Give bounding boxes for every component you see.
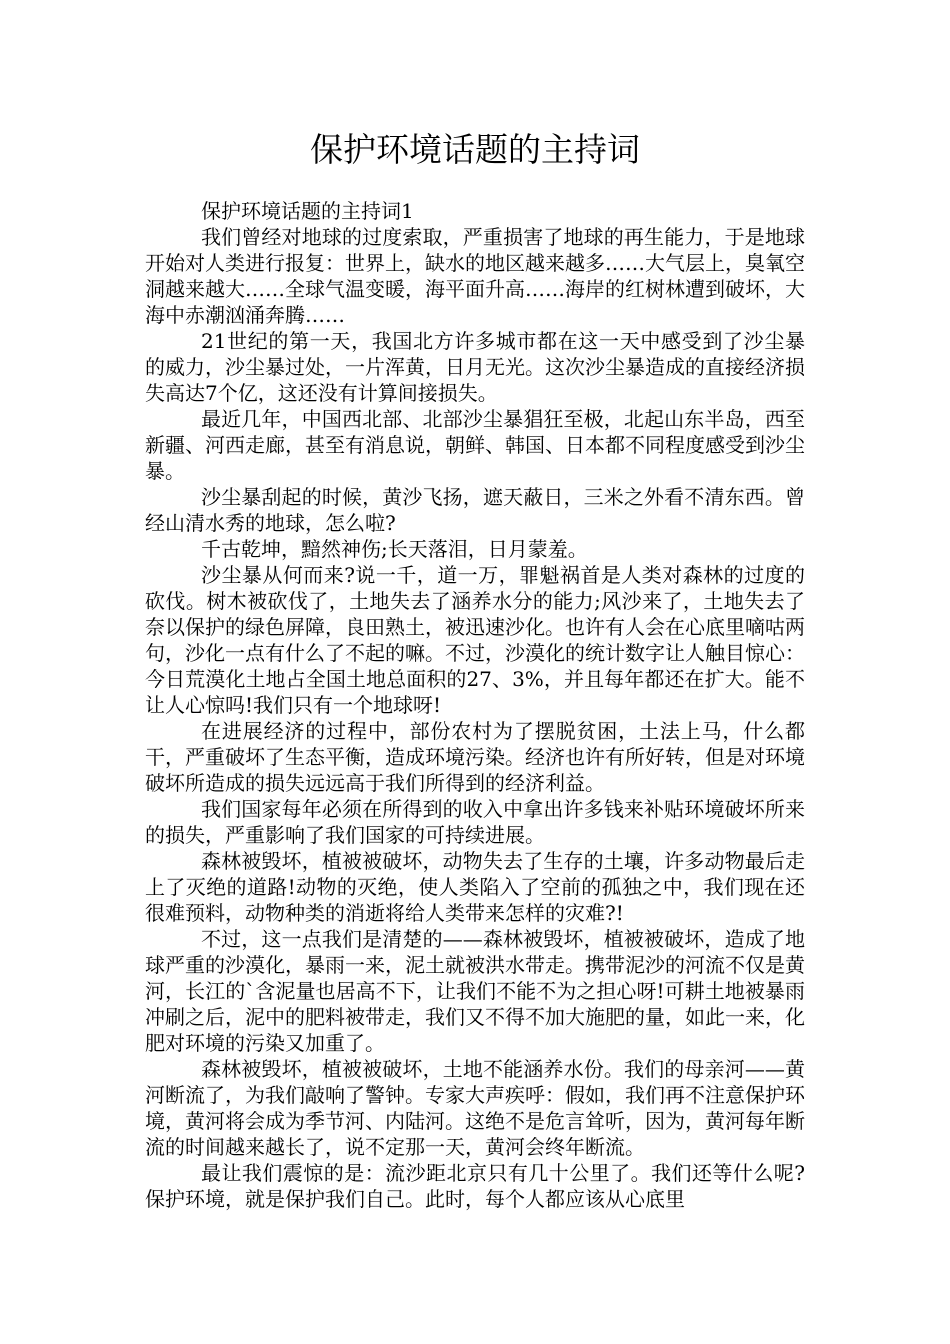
paragraph: 森林被毁坏，植被被破坏，动物失去了生存的土壤，许多动物最后走上了灭绝的道路!动物的灭绝，使人类陷入了空前的孤独之中，我们现在还很难预料，动物种类的消逝将给人类带来怎样的灾难?! — [145, 849, 805, 925]
paragraph: 森林被毁坏，植被被破坏，土地不能涵养水份。我们的母亲河——黄河断流了，为我们敲响了警钟。专家大声疾呼：假如，我们再不注意保护环境，黄河将会成为季节河、内陆河。这绝不是危言耸听，因为，黄河每年断流的时间越来越长了，说不定那一天，黄河会终年断流。 — [145, 1057, 805, 1159]
document-body — [145, 198, 805, 1212]
paragraph: 千古乾坤，黯然神伤;长天落泪，日月蒙羞。 — [201, 537, 588, 561]
paragraph: 最近几年，中国西北部、北部沙尘暴猖狂至极，北起山东半岛，西至新疆、河西走廊，甚至有消息说，朝鲜、韩国、日本都不同程度感受到沙尘暴。 — [145, 407, 805, 483]
paragraph: 21世纪的第一天，我国北方许多城市都在这一天中感受到了沙尘暴的威力，沙尘暴过处，一片浑黄，日月无光。这次沙尘暴造成的直接经济损失高达7个亿，这还没有计算间接损失。 — [145, 329, 805, 405]
paragraph: 不过，这一点我们是清楚的——森林被毁坏，植被被破坏，造成了地球严重的沙漠化，暴雨一来，泥土就被洪水带走。携带泥沙的河流不仅是黄河，长江的`含泥量也居高不下，让我们不能不为之担心呀!可耕土地被暴雨冲刷之后，泥中的肥料被带走，我们又不得不加大施肥的量，如此一来，化肥对环境的污染又加重了。 — [145, 927, 805, 1055]
document-title: 保护环境话题的主持词 — [310, 130, 640, 169]
paragraph: 沙尘暴从何而来?说一千，道一万，罪魁祸首是人类对森林的过度的砍伐。树木被砍伐了，土地失去了涵养水分的能力;风沙来了，土地失去了奈以保护的绿色屏障，良田熟土，被迅速沙化。也许有人会在心底里嘀咕两句，沙化一点有什么了不起的嘛。不过，沙漠化的统计数字让人触目惊心：今日荒漠化土地占全国土地总面积的27、3%，并且每年都还在扩大。能不让人心惊吗!我们只有一个地球呀! — [145, 563, 805, 717]
section-heading: 保护环境话题的主持词1 — [201, 199, 414, 223]
paragraph: 我们国家每年必须在所得到的收入中拿出许多钱来补贴环境破坏所来的损失，严重影响了我们国家的可持续进展。 — [145, 797, 805, 847]
paragraph: 沙尘暴刮起的时候，黄沙飞扬，遮天蔽日，三米之外看不清东西。曾经山清水秀的地球，怎么啦? — [145, 485, 805, 535]
paragraph: 在进展经济的过程中，部份农村为了摆脱贫困，土法上马，什么都干，严重破坏了生态平衡，造成环境污染。经济也许有所好转，但是对环境破坏所造成的损失远远高于我们所得到的经济利益。 — [145, 719, 805, 795]
paragraph: 我们曾经对地球的过度索取，严重损害了地球的再生能力，于是地球开始对人类进行报复：世界上，缺水的地区越来越多……大气层上，臭氧空洞越来越大……全球气温变暖，海平面升高……海岸的红树林遭到破坏，大海中赤潮汹涌奔腾…… — [145, 225, 805, 327]
paragraph: 最让我们震惊的是：流沙距北京只有几十公里了。我们还等什么呢?保护环境，就是保护我们自己。此时，每个人都应该从心底里 — [145, 1161, 805, 1211]
